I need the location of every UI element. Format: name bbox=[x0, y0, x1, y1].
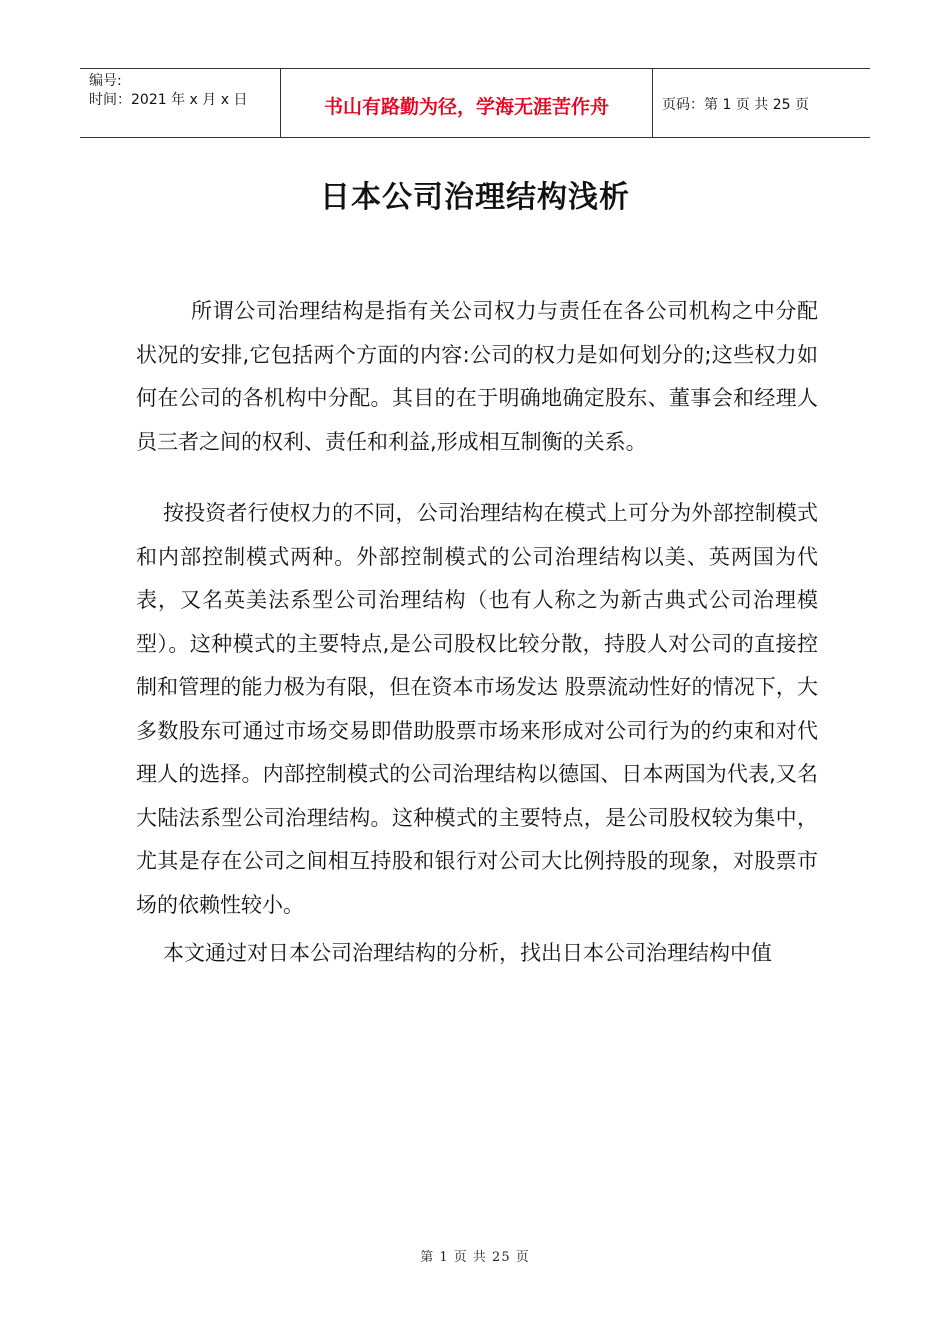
document-title: 日本公司治理结构浅析 bbox=[320, 180, 630, 215]
paragraph-1: 所谓公司治理结构是指有关公司权力与责任在各公司机构之中分配状况的安排,它包括两个方面的内容:公司的权力是如何划分的;这些权力如何在公司的各机构中分配。其目的在于明确地确定股东、董事会和经理人员三者之间的权利、责任和利益,形成相互制衡的关系。 bbox=[136, 299, 818, 454]
header-page-info: 页码：第 1 页 共 25 页 bbox=[662, 97, 809, 113]
time-label: 时间：2021 年 x 月 x 日 bbox=[89, 92, 248, 108]
header-meta-cell bbox=[80, 69, 281, 137]
document-body bbox=[136, 290, 818, 976]
number-label: 编号: bbox=[89, 73, 122, 89]
paragraph-2: 按投资者行使权力的不同，公司治理结构在模式上可分为外部控制模式和内部控制模式两种。外部控制模式的公司治理结构以美、英两国为代表，又名英美法系型公司治理结构（也有人称之为新古典式公司治理模型）。这种模式的主要特点,是公司股权比较分散，持股人对公司的直接控制和管理的能力极为有限，但在资本市场发达 股票流动性好的情况下，大多数股东可通过市场交易即借助股票市场来形成对公司行为的约束和对代理人的选择。内部控制模式的公司治理结构以德国、日本两国为代表,又名大陆法系型公司治理结构。这种模式的主要特点，是公司股权较为集中，尤其是存在公司之间相互持股和银行对公司大比例持股的现象，对股票市场的依赖性较小。 bbox=[136, 501, 818, 917]
header-table bbox=[80, 68, 870, 138]
header-motto: 书山有路勤为径，学海无涯苦作舟 bbox=[281, 69, 653, 137]
page-footer: 第 1 页 共 25 页 bbox=[420, 1250, 530, 1265]
paragraph-3: 本文通过对日本公司治理结构的分析，找出日本公司治理结构中值 bbox=[163, 941, 772, 965]
